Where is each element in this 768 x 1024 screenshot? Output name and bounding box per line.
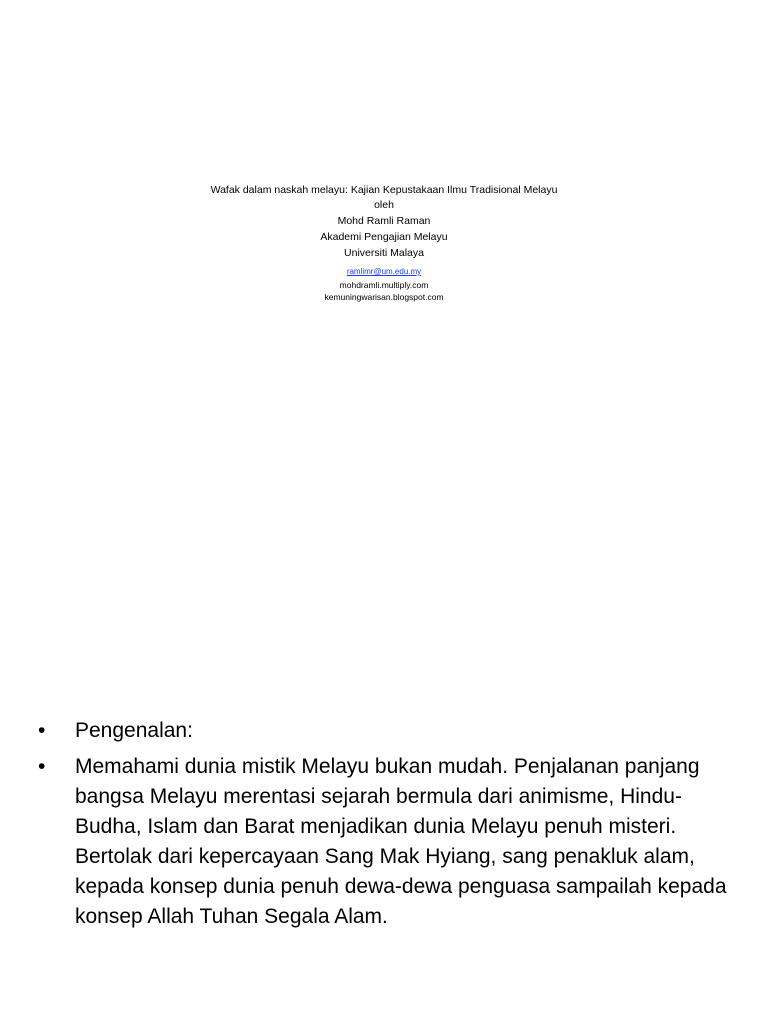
- document-title: Wafak dalam naskah melayu: Kajian Kepustakaan Ilmu Tradisional Melayu: [210, 184, 558, 196]
- bullet-text-intro: Pengenalan:: [75, 719, 193, 742]
- by-label: oleh: [374, 199, 394, 211]
- email-link[interactable]: ramlimr@um.edu.my: [346, 267, 422, 276]
- bullet-item-intro: [38, 716, 728, 746]
- blog-site: kemuningwarisan.blogspot.com: [324, 292, 444, 302]
- bullet-list: [38, 716, 728, 938]
- bullet-item-paragraph: [38, 752, 728, 932]
- multiply-site: mohdramli.multiply.com: [339, 280, 429, 290]
- university-name: Universiti Malaya: [344, 247, 424, 259]
- bullet-text-paragraph: Memahami dunia mistik Melayu bukan mudah. Penjalanan panjang bangsa Melayu merentasi sejarah bermula dari animisme, Hindu-Budha, Islam dan Barat menjadikan dunia Melayu penuh misteri. Bertolak dari kepercayaan Sang Mak Hyiang, sang penakluk alam, kepada konsep dunia penuh dewa-dewa penguasa sampailah kepada konsep Allah Tuhan Segala Alam.: [75, 755, 727, 928]
- academy-name: Akademi Pengajian Melayu: [320, 231, 448, 243]
- title-block: [0, 183, 768, 303]
- bullet-icon: •: [38, 755, 46, 778]
- bullet-icon: •: [38, 719, 46, 742]
- author-name: Mohd Ramli Raman: [337, 215, 431, 227]
